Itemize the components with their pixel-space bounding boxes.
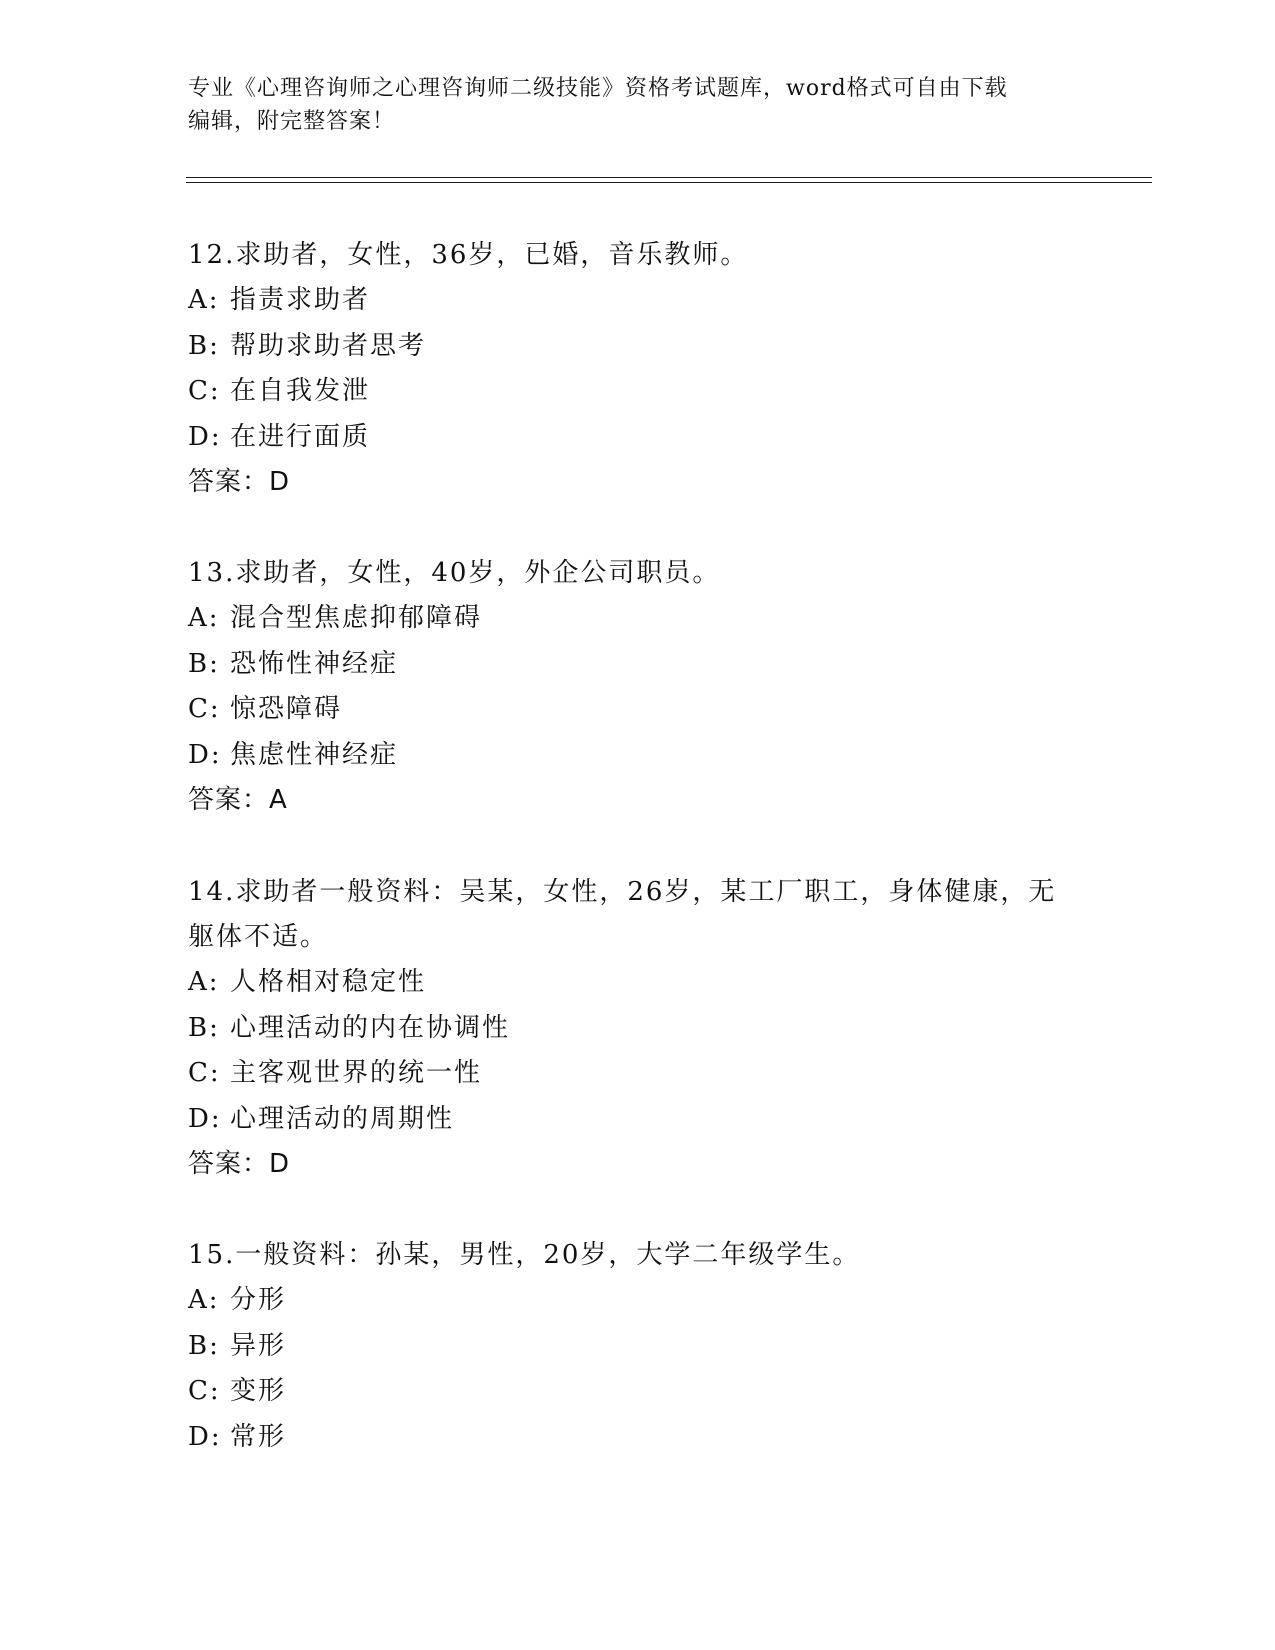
option-letter: B: <box>188 648 220 679</box>
question-stem-line-2: 躯体不适。 <box>188 922 329 952</box>
option-letter: C: <box>188 1058 221 1088</box>
question-15 <box>188 1233 1088 1460</box>
option-text: 指责求助者 <box>230 285 371 315</box>
option-letter: B: <box>188 1012 220 1043</box>
option-text: 混合型焦虑抑郁障碍 <box>230 603 483 633</box>
option-d <box>188 1415 1088 1461</box>
option-letter: A: <box>188 967 220 997</box>
option-text: 人格相对稳定性 <box>230 967 427 997</box>
option-letter: A: <box>188 1285 220 1315</box>
option-list <box>188 278 1088 460</box>
option-a <box>188 596 1088 642</box>
option-text: 异形 <box>230 1330 287 1361</box>
option-letter: B: <box>188 1330 220 1361</box>
question-stem: 15.一般资料：孙某，男性，20岁，大学二年级学生。 <box>188 1240 861 1270</box>
option-letter: D: <box>188 1103 222 1134</box>
option-a <box>188 278 1088 324</box>
question-13 <box>188 551 1088 824</box>
option-d <box>188 1097 1088 1143</box>
option-list <box>188 596 1088 778</box>
option-text: 心理活动的内在协调性 <box>230 1012 511 1043</box>
header-divider-top <box>186 177 1152 178</box>
option-text: 焦虑性神经症 <box>230 739 399 770</box>
option-letter: C: <box>188 694 221 724</box>
answer-line: 答案：D <box>188 1149 291 1179</box>
option-text: 变形 <box>230 1376 287 1406</box>
option-c <box>188 369 1088 415</box>
option-d <box>188 733 1088 779</box>
option-text: 惊恐障碍 <box>230 694 343 724</box>
option-text: 常形 <box>230 1421 287 1452</box>
option-c <box>188 1051 1088 1097</box>
option-b <box>188 642 1088 688</box>
answer-line: 答案：A <box>188 785 288 815</box>
option-c <box>188 1369 1088 1415</box>
answer-line: 答案：D <box>188 467 291 497</box>
option-letter: D: <box>188 739 222 770</box>
question-stem-line-1: 14.求助者一般资料：吴某，女性，26岁，某工厂职工，身体健康，无 <box>188 877 1057 907</box>
option-b <box>188 1006 1088 1052</box>
option-letter: D: <box>188 421 222 452</box>
option-letter: C: <box>188 1376 221 1406</box>
option-text: 心理活动的周期性 <box>230 1103 455 1134</box>
option-text: 主客观世界的统一性 <box>230 1058 483 1088</box>
question-12 <box>188 233 1088 506</box>
header-line-2: 编辑，附完整答案！ <box>188 109 396 134</box>
option-text: 帮助求助者思考 <box>230 330 427 361</box>
option-a <box>188 1278 1088 1324</box>
option-list <box>188 1278 1088 1460</box>
option-text: 在自我发泄 <box>230 376 371 406</box>
option-b <box>188 324 1088 370</box>
question-stem <box>188 870 1088 960</box>
option-text: 分形 <box>230 1285 287 1315</box>
option-letter: D: <box>188 1421 222 1452</box>
option-c <box>188 687 1088 733</box>
option-text: 恐怖性神经症 <box>230 648 399 679</box>
option-text: 在进行面质 <box>230 421 371 452</box>
header-line-1: 专业《心理咨询师之心理咨询师二级技能》资格考试题库，word格式可自由下载 <box>188 76 1008 101</box>
option-d <box>188 415 1088 461</box>
option-list <box>188 960 1088 1142</box>
document-header <box>188 72 1068 138</box>
question-stem: 13.求助者，女性，40岁，外企公司职员。 <box>188 558 721 588</box>
option-b <box>188 1324 1088 1370</box>
option-letter: A: <box>188 285 220 315</box>
option-letter: A: <box>188 603 220 633</box>
option-a <box>188 960 1088 1006</box>
option-letter: C: <box>188 376 221 406</box>
question-stem: 12.求助者，女性，36岁，已婚，音乐教师。 <box>188 240 749 270</box>
header-divider-bottom <box>186 182 1152 183</box>
option-letter: B: <box>188 330 220 361</box>
question-14 <box>188 870 1088 1188</box>
